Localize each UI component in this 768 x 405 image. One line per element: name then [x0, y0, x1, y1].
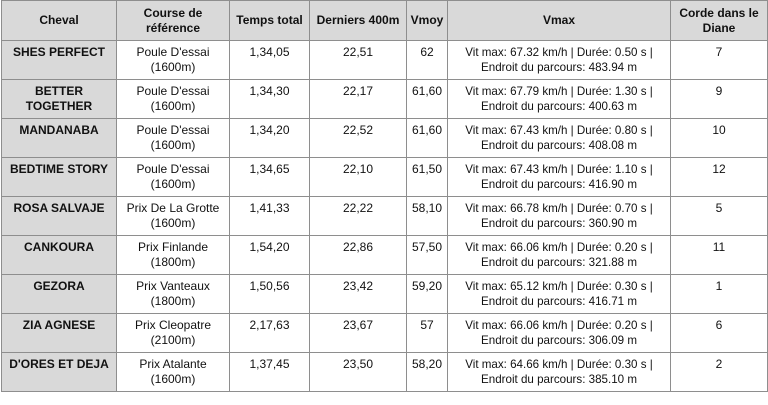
cell-derniers-400m: [310, 119, 407, 158]
header-vmax: Vmax: [448, 1, 671, 41]
cell-cheval: [2, 314, 117, 353]
cell-course-text: (1600m): [150, 372, 196, 386]
cell-vmax-text: Endroit du parcours: 400.63 m: [481, 100, 637, 113]
cell-cheval-text: CANKOURA: [24, 240, 94, 254]
header-row: [2, 1, 768, 41]
cell-vmax-text: Endroit du parcours: 306.09 m: [481, 334, 637, 347]
cell-course-text: (1600m): [150, 138, 196, 152]
cell-derniers-400m: [310, 41, 407, 80]
cell-course-text: (1800m): [150, 255, 196, 269]
cell-derniers-400m-text: 23,50: [342, 357, 374, 371]
cell-vmax: [448, 314, 671, 353]
cell-corde: [671, 158, 768, 197]
cell-temps-total-text: 1,37,45: [249, 357, 290, 371]
cell-vmax-text: Vit max: 66.78 km/h | Durée: 0.70 s |: [465, 202, 653, 215]
cell-vmoy: [407, 41, 448, 80]
cell-vmax-text: Endroit du parcours: 416.90 m: [481, 178, 637, 191]
cell-vmoy-text: 61,50: [411, 162, 443, 176]
cell-corde-text: 10: [712, 123, 726, 137]
cell-corde-text: 1: [715, 279, 723, 293]
cell-vmoy: [407, 314, 448, 353]
cell-temps-total: [230, 80, 310, 119]
cell-derniers-400m: [310, 80, 407, 119]
cell-cheval-text: ROSA SALVAJE: [13, 201, 105, 215]
cell-corde-text: 11: [712, 240, 726, 254]
cell-course: [117, 314, 230, 353]
cell-cheval: [2, 353, 117, 392]
cell-temps-total-text: 1,54,20: [249, 240, 290, 254]
cell-course-text: Poule D'essai: [136, 162, 210, 176]
table-body: [2, 41, 768, 392]
cell-derniers-400m-text: 22,86: [342, 240, 374, 254]
cell-derniers-400m: [310, 353, 407, 392]
cell-derniers-400m: [310, 197, 407, 236]
cell-cheval-text: ZIA AGNESE: [22, 318, 96, 332]
cell-vmax: [448, 158, 671, 197]
cell-course: [117, 275, 230, 314]
cell-course: [117, 80, 230, 119]
cell-vmax: [448, 80, 671, 119]
cell-corde: [671, 197, 768, 236]
cell-cheval: [2, 41, 117, 80]
cell-corde: [671, 119, 768, 158]
cell-temps-total-text: 1,41,33: [249, 201, 290, 215]
cell-vmoy-text: 58,10: [411, 201, 443, 215]
cell-vmax-text: Vit max: 67.79 km/h | Durée: 1.30 s |: [465, 85, 653, 98]
cell-course: [117, 353, 230, 392]
cell-course-text: Prix Vanteaux: [136, 279, 210, 293]
header-vmoy: Vmoy: [407, 1, 448, 41]
cell-temps-total: [230, 314, 310, 353]
cell-vmax-text: Vit max: 65.12 km/h | Durée: 0.30 s |: [465, 280, 653, 293]
cell-vmoy-text: 62: [420, 45, 434, 59]
cell-temps-total: [230, 236, 310, 275]
cell-temps-total-text: 1,34,20: [249, 123, 290, 137]
cell-corde: [671, 80, 768, 119]
cell-vmax-text: Vit max: 64.66 km/h | Durée: 0.30 s |: [465, 358, 653, 371]
cell-cheval: [2, 80, 117, 119]
cell-course-text: (1800m): [150, 294, 196, 308]
cell-temps-total: [230, 41, 310, 80]
cell-temps-total: [230, 158, 310, 197]
cell-vmax-text: Vit max: 66.06 km/h | Durée: 0.20 s |: [465, 319, 653, 332]
cell-cheval-text: MANDANABA: [19, 123, 99, 137]
cell-derniers-400m: [310, 314, 407, 353]
cell-vmoy: [407, 158, 448, 197]
table-row: [2, 275, 768, 314]
cell-course-text: Prix Atalante: [139, 357, 207, 371]
cell-vmax-text: Endroit du parcours: 408.08 m: [481, 139, 637, 152]
cell-corde: [671, 275, 768, 314]
cell-cheval: [2, 275, 117, 314]
cell-temps-total-text: 2,17,63: [249, 318, 290, 332]
cell-temps-total-text: 1,34,65: [249, 162, 290, 176]
cell-vmax-text: Endroit du parcours: 360.90 m: [481, 217, 637, 230]
cell-course: [117, 41, 230, 80]
header-corde: Corde dans le Diane: [671, 1, 768, 41]
table-row: [2, 314, 768, 353]
cell-vmax-text: Endroit du parcours: 321.88 m: [481, 256, 637, 269]
cell-course-text: (1600m): [150, 177, 196, 191]
header-course: Course de référence: [117, 1, 230, 41]
cell-vmoy: [407, 353, 448, 392]
cell-temps-total-text: 1,34,05: [249, 45, 290, 59]
cell-vmoy-text: 59,20: [411, 279, 443, 293]
cell-vmax-text: Vit max: 67.43 km/h | Durée: 0.80 s |: [465, 124, 653, 137]
table-row: [2, 353, 768, 392]
cell-temps-total: [230, 119, 310, 158]
cell-vmoy: [407, 119, 448, 158]
cell-temps-total-text: 1,50,56: [249, 279, 290, 293]
cell-course-text: (1600m): [150, 60, 196, 74]
cell-vmax: [448, 119, 671, 158]
cell-derniers-400m-text: 23,42: [342, 279, 374, 293]
cell-vmax: [448, 236, 671, 275]
table-row: [2, 158, 768, 197]
cell-cheval: [2, 197, 117, 236]
cell-course-text: Prix De La Grotte: [126, 201, 220, 215]
cell-vmoy: [407, 80, 448, 119]
table-row: [2, 236, 768, 275]
cell-course: [117, 236, 230, 275]
cell-cheval-text: GEZORA: [33, 279, 85, 293]
table-row: [2, 80, 768, 119]
cell-course-text: (1600m): [150, 216, 196, 230]
cell-vmax-text: Vit max: 67.32 km/h | Durée: 0.50 s |: [465, 46, 653, 59]
cell-vmax: [448, 197, 671, 236]
header-temps-total: Temps total: [230, 1, 310, 41]
cell-course-text: (2100m): [150, 333, 196, 347]
cell-course-text: (1600m): [150, 99, 196, 113]
cell-vmax: [448, 353, 671, 392]
cell-corde-text: 6: [715, 318, 723, 332]
cell-course-text: Poule D'essai: [136, 45, 210, 59]
cell-vmax-text: Vit max: 66.06 km/h | Durée: 0.20 s |: [465, 241, 653, 254]
cell-derniers-400m-text: 22,17: [342, 84, 374, 98]
cell-vmoy: [407, 236, 448, 275]
cell-temps-total: [230, 353, 310, 392]
cell-corde: [671, 236, 768, 275]
cell-vmoy-text: 61,60: [411, 123, 443, 137]
cell-vmax-text: Vit max: 67.43 km/h | Durée: 1.10 s |: [465, 163, 653, 176]
cell-course-text: Poule D'essai: [136, 123, 210, 137]
cell-corde-text: 5: [715, 201, 723, 215]
cell-corde-text: 2: [715, 357, 723, 371]
cell-temps-total-text: 1,34,30: [249, 84, 290, 98]
cell-corde-text: 7: [715, 45, 723, 59]
table-row: [2, 41, 768, 80]
cell-derniers-400m-text: 22,51: [342, 45, 374, 59]
cell-course-text: Prix Finlande: [137, 240, 209, 254]
table-row: [2, 197, 768, 236]
cell-derniers-400m: [310, 236, 407, 275]
cell-course-text: Prix Cleopatre: [134, 318, 212, 332]
cell-temps-total: [230, 275, 310, 314]
cell-corde: [671, 41, 768, 80]
cell-derniers-400m-text: 22,22: [342, 201, 374, 215]
cell-cheval-text: BETTER TOGETHER: [25, 84, 93, 113]
cell-corde-text: 9: [715, 84, 723, 98]
cell-cheval-text: BEDTIME STORY: [9, 162, 108, 176]
cell-vmax: [448, 275, 671, 314]
table-row: [2, 119, 768, 158]
cell-corde: [671, 353, 768, 392]
cell-vmoy-text: 57: [420, 318, 434, 332]
cell-course: [117, 158, 230, 197]
cell-cheval: [2, 158, 117, 197]
cell-corde: [671, 314, 768, 353]
cell-derniers-400m-text: 22,10: [342, 162, 374, 176]
cell-cheval-text: SHES PERFECT: [12, 45, 105, 59]
cell-cheval-text: D'ORES ET DEJA: [9, 357, 109, 371]
cell-cheval: [2, 236, 117, 275]
cell-temps-total: [230, 197, 310, 236]
header-derniers-400m: Derniers 400m: [310, 1, 407, 41]
cell-vmoy-text: 57,50: [411, 240, 443, 254]
cell-cheval: [2, 119, 117, 158]
cell-course: [117, 197, 230, 236]
horse-performance-table: [1, 0, 768, 392]
cell-corde-text: 12: [712, 162, 726, 176]
cell-vmax-text: Endroit du parcours: 483.94 m: [481, 61, 637, 74]
cell-vmax-text: Endroit du parcours: 416.71 m: [481, 295, 637, 308]
cell-course-text: Poule D'essai: [136, 84, 210, 98]
cell-vmoy-text: 58,20: [411, 357, 443, 371]
cell-vmoy: [407, 275, 448, 314]
cell-derniers-400m-text: 23,67: [342, 318, 374, 332]
cell-derniers-400m: [310, 275, 407, 314]
cell-vmax: [448, 41, 671, 80]
cell-vmax-text: Endroit du parcours: 385.10 m: [481, 373, 637, 386]
cell-vmoy: [407, 197, 448, 236]
cell-derniers-400m-text: 22,52: [342, 123, 374, 137]
cell-vmoy-text: 61,60: [411, 84, 443, 98]
cell-course: [117, 119, 230, 158]
cell-derniers-400m: [310, 158, 407, 197]
header-cheval: Cheval: [2, 1, 117, 41]
